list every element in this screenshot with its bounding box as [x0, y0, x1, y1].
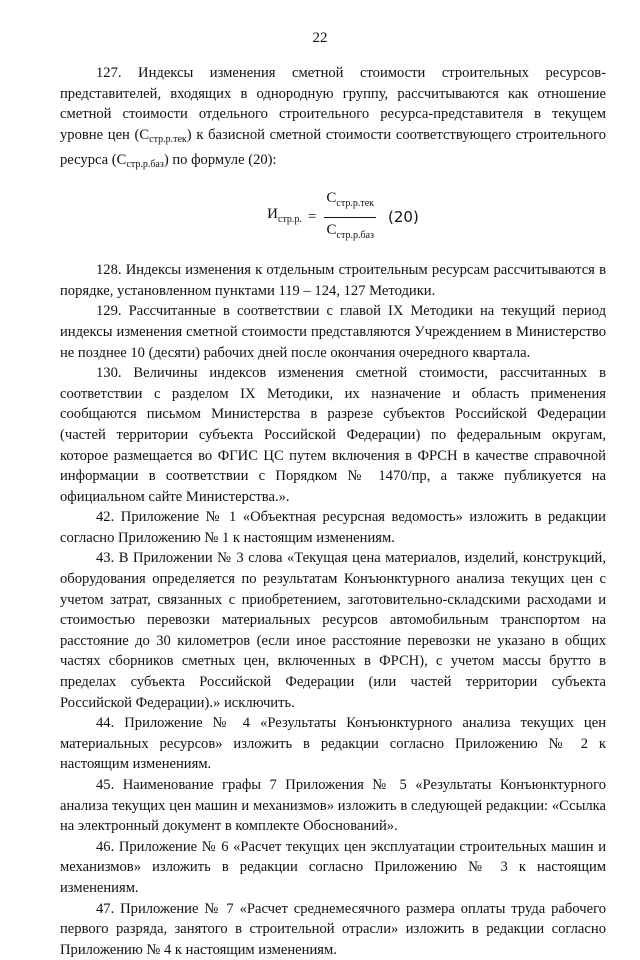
subscript-base-price: стр.р.баз — [126, 159, 164, 171]
page-number: 22 — [312, 30, 328, 46]
paragraph-47: 47. Приложение № 7 «Расчет среднемесячного размера оплаты труда рабочего первого разряда, занятого в строительной отрасли» изложить в редакции согласно Приложению № 4 к настоящим изменениям. — [60, 900, 606, 958]
paragraph-129: 129. Рассчитанные в соответствии с главой IX Методики на текущий период индексы изменения сметной стоимости представляются Учреждением в Министерство не позднее 10 (десяти) рабочих дней после окончания очередного квартала. — [60, 303, 606, 361]
formula-number: (20) — [388, 207, 419, 226]
paragraph-45: 45. Наименование графы 7 Приложения № 5 «Результаты Конъюнктурного анализа текущих цен машин и механизмов» изложить в следующей редакции: «Ссылка на электронный документ в комплекте Обоснований». — [60, 777, 606, 835]
formula-equals: = — [307, 208, 317, 225]
formula-denominator: $С_{стр.р.баз}$ — [326, 221, 374, 241]
formula-fraction — [324, 188, 376, 246]
document-body — [60, 63, 606, 960]
paragraph-43: 43. В Приложении № 3 слова «Текущая цена материалов, изделий, конструкций, оборудования определяется по результатам Конъюнктурного анализа текущих цен с учетом затрат, связанных с приобретением, заготовительно-складскими расходами и стоимостью перевозки материальных ресурсов автомобильным транспортом на расстояние до 30 километров (если иное расстояние перевозки не указано в общих частях сборников сметных цен, включенных в ФРСН), с учетом массы брутто в пределах субъекта Российской Федерации (или частей территории субъекта Российской Федерации).» исключить. — [60, 550, 606, 711]
paragraph-128: 128. Индексы изменения к отдельным строительным ресурсам рассчитываются в порядке, установленном пунктами 119 – 124, 127 Методики. — [60, 262, 606, 299]
paragraph-130: 130. Величины индексов изменения сметной стоимости, рассчитанных в соответствии с разделом IX Методики, их назначение и область применения сообщаются письмом Министерства в разрезе субъектов Российской Федерации (частей территории субъекта Российской Федерации) по федеральным округам, которое размещается во ФГИС ЦС путем включения в ФРСН в качестве справочной информации в соответствии с Порядком № 1470/пр, а также публикуется на официальном сайте Министерства.». — [60, 365, 606, 505]
paragraph-127: 127. Индексы изменения сметной стоимости строительных ресурсов-представителей, входящих в однородную группу, рассчитываются как отношение сметной стоимости отдельного строительного ресурса-представителя в текущем уровне цен $(С_{стр.р.тек})$ к базисной сметной стоимости соответствующего строительного ресурса $(С_{стр.р.баз})$ по формуле (20): — [60, 65, 606, 171]
formula-lhs: $И_{стр.р.}$ — [267, 205, 302, 225]
formula-20 — [60, 188, 606, 246]
paragraph-44: 44. Приложение № 4 «Результаты Конъюнктурного анализа текущих цен материальных ресурсов» изложить в редакции согласно Приложению № 2 к настоящим изменениям. — [60, 715, 606, 773]
formula-numerator: $С_{стр.р.тек}$ — [324, 188, 376, 218]
paragraph-42: 42. Приложение № 1 «Объектная ресурсная ведомость» изложить в редакции согласно Приложению № 1 к настоящим изменениям. — [60, 509, 606, 546]
subscript-current-price: стр.р.тек — [149, 133, 187, 145]
paragraph-46: 46. Приложение № 6 «Расчет текущих цен эксплуатации строительных машин и механизмов» изложить в редакции согласно Приложению № 3 к настоящим изменениям. — [60, 838, 606, 896]
